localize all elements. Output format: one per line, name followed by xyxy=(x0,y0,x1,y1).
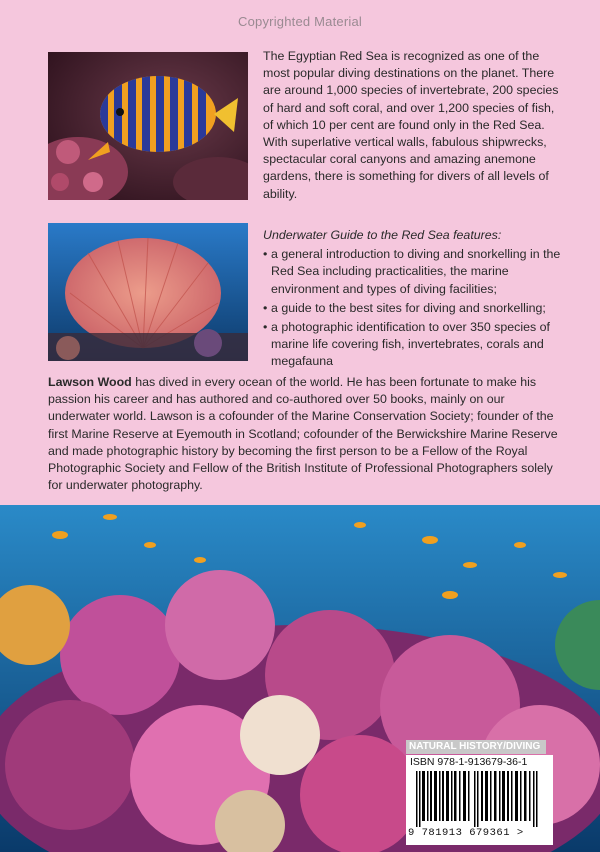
author-name: Lawson Wood xyxy=(48,375,132,389)
isbn-barcode xyxy=(406,755,553,845)
isbn-number: ISBN 978-1-913679-36-1 xyxy=(410,756,528,768)
intro-paragraph: The Egyptian Red Sea is recognized as one of the most popular diving destinations on the planet. There are around 1,000 species of invertebrate, 200 species of hard and soft coral, and over 1,200 species of fish, of which 10 per cent are found only in the Red Sea. With superlative vertical walls, fabulous shipwrecks, spectacular coral canyons and amazing anemone gardens, there is something for divers of all levels of ability. xyxy=(263,49,559,201)
barcode-number: 9 781913 679361 > xyxy=(408,827,524,839)
angelfish-photo xyxy=(48,52,248,200)
features-list xyxy=(263,246,563,370)
features-section xyxy=(263,227,563,373)
list-item: • a guide to the best sites for diving and snorkelling; xyxy=(263,300,563,317)
barcode-icon xyxy=(416,771,542,827)
list-item: • a photographic identification to over 350 species of marine life covering fish, invertebrates, corals and megafauna xyxy=(263,319,563,371)
list-item: • a general introduction to diving and snorkelling in the Red Sea including practicalities, the marine environment and types of diving facilities; xyxy=(263,246,563,298)
features-heading: Underwater Guide to the Red Sea features: xyxy=(263,228,502,242)
author-bio xyxy=(48,374,568,494)
sea-fan-photo xyxy=(48,223,248,361)
category-label: NATURAL HISTORY/DIVING xyxy=(406,740,546,754)
author-bio-text: has dived in every ocean of the world. He has been fortunate to make his passion his career and has authored and co-authored over 50 books, mainly on our underwater world. Lawson is a cofounder of the Marine Conservation Society; founder of the first Marine Reserve at Eyemouth in Scotland; cofounder of the Berwickshire Marine Reserve and made photographic history by becoming the first person to be a Fellow of the Royal Photographic Society and Fellow of the British Institute of Professional Photographers solely for underwater photography. xyxy=(48,375,558,493)
watermark: Copyrighted Material xyxy=(238,14,362,29)
